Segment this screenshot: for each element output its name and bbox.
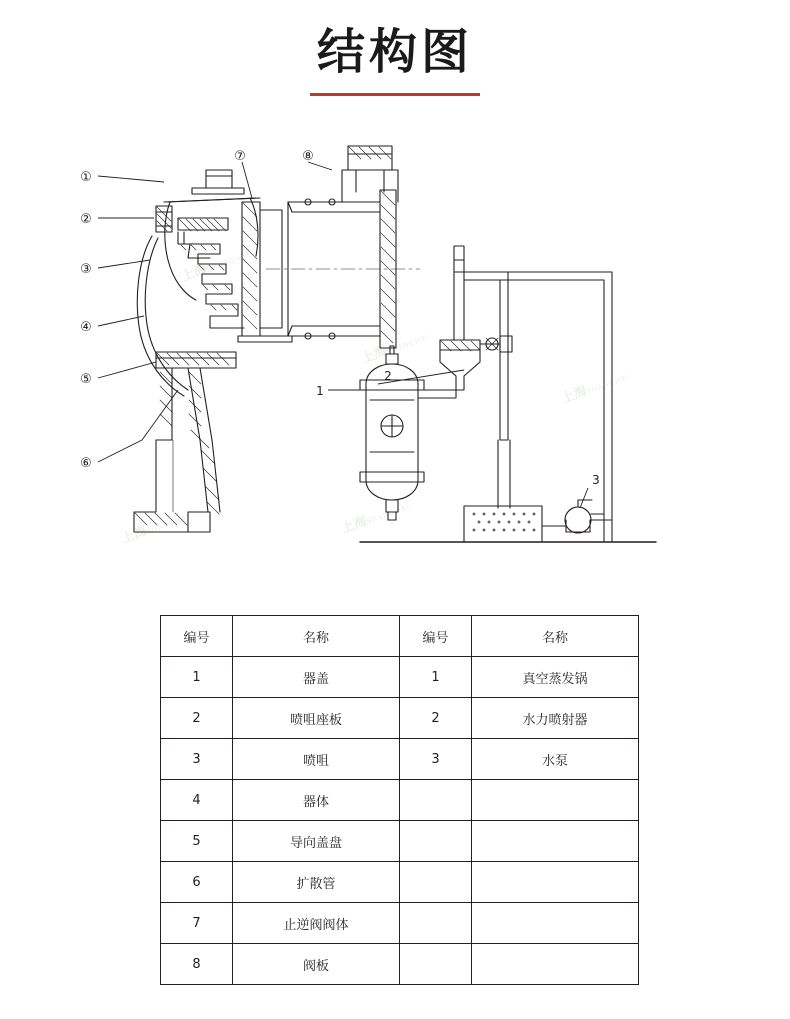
cell-no-right: 1 [400,657,472,698]
table-row [161,739,639,780]
callout-7: ⑦ [234,149,246,164]
table-row [161,944,639,985]
table-row [161,862,639,903]
watermark: 上海SHANGHAI [359,332,431,367]
watermark: 上海SHANGHAI [559,372,631,407]
structure-drawing [60,140,740,590]
callout-2: ② [80,212,92,227]
cell-name-left: 导向盖盘 [233,821,400,862]
cell-no-left: 5 [161,821,233,862]
header-no-left: 编号 [161,616,233,657]
cell-no-left: 3 [161,739,233,780]
parts-table-wrapper [160,615,638,985]
header-name-left: 名称 [233,616,400,657]
callout-1: ① [80,170,92,185]
callout-3: ③ [80,262,92,277]
cell-name-right [472,780,639,821]
cell-name-left: 止逆阀阀体 [233,903,400,944]
callout-r3: 3 [592,473,600,487]
header-name-right: 名称 [472,616,639,657]
table-header-row [161,616,639,657]
callout-4: ④ [80,320,92,335]
cell-name-right: 真空蒸发锅 [472,657,639,698]
cell-no-left: 7 [161,903,233,944]
page-title-block [0,26,790,96]
watermark: 上海SHANGHAI [179,250,251,285]
cell-no-left: 1 [161,657,233,698]
cell-name-left: 器盖 [233,657,400,698]
cell-name-right [472,903,639,944]
table-row [161,821,639,862]
cell-no-right [400,862,472,903]
cell-no-right [400,944,472,985]
cell-no-left: 2 [161,698,233,739]
cell-no-right: 2 [400,698,472,739]
cell-name-left: 扩散管 [233,862,400,903]
callout-8: ⑧ [302,149,314,164]
table-row [161,780,639,821]
cell-name-right [472,821,639,862]
page-title: 结构图 [316,24,473,80]
callout-6: ⑥ [80,456,92,471]
watermark: 上海SHANGHAI [339,502,411,537]
cell-name-left: 喷咀 [233,739,400,780]
cell-no-right [400,903,472,944]
table-row [161,698,639,739]
cell-name-left: 器体 [233,780,400,821]
callout-5: ⑤ [80,372,92,387]
cell-no-right [400,780,472,821]
drawing-svg [60,140,740,590]
cell-name-left: 阀板 [233,944,400,985]
cell-name-left: 喷咀座板 [233,698,400,739]
callout-r1: 1 [316,384,324,398]
header-no-right: 编号 [400,616,472,657]
cell-no-left: 8 [161,944,233,985]
table-row [161,657,639,698]
watermark: 上海SHANGHAI [119,512,191,547]
cell-no-left: 4 [161,780,233,821]
cell-no-right [400,821,472,862]
parts-table [160,615,639,985]
cell-name-right [472,944,639,985]
cell-name-right: 水力喷射器 [472,698,639,739]
callout-r2: 2 [384,369,392,383]
cell-name-right: 水泵 [472,739,639,780]
cell-no-left: 6 [161,862,233,903]
title-underline-rule [310,93,480,96]
cell-no-right: 3 [400,739,472,780]
table-row [161,903,639,944]
cell-name-right [472,862,639,903]
